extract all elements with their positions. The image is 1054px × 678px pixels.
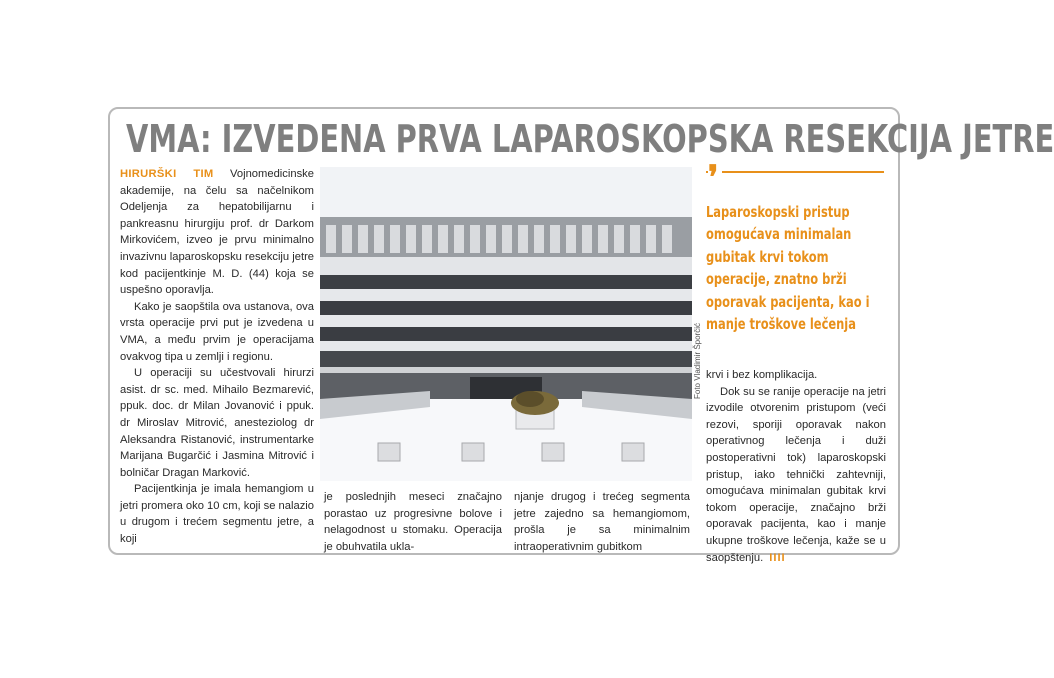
pull-quote-rule	[706, 171, 884, 173]
end-mark: IIII	[769, 551, 786, 564]
closing-paragraph	[706, 384, 886, 567]
paragraph: U operaciji su učestvovali hirurzi asist. dr sc. med. Mihailo Bezmarević, ppuk. doc. dr Milan Jovanović i ppuk. dr Miroslav Mitrović, anesteziolog dr Aleksandra Ristanović, instrumentarke Marijana Bugarčić i Jasmina Mitrović i bolničar Dragan Marković.	[120, 367, 314, 479]
paragraph: njanje drugog i trećeg segmenta jetre zajedno sa hemangiomom, prošla je sa minimalnim intraoperativnim gubitkom	[514, 491, 690, 553]
paragraph: krvi i bez komplikacija.	[706, 369, 818, 381]
newspaper-clipping	[108, 107, 1054, 564]
kicker-label: HIRURŠKI TIM	[120, 168, 214, 180]
article-column-4	[706, 367, 886, 566]
hospital-photo	[320, 167, 692, 481]
closing-text: Dok su se ranije operacije na jetri izvodile otvorenim pristupom (veći rezovi, sporiji oporavak nakon operativnog lečenja i duži postoperativni tok) laparoskopski pristup, iako tehnički zahtevniji, omogućava minimalan gubitak krvi tokom operacije, značajno brži oporavak pacijenta, kao i manje ukupne troškove lečenja, kaže se u saopštenju.	[706, 385, 886, 564]
building-illustration	[320, 167, 692, 481]
pull-quote-text: Laparoskopski pristup omogućava minimalan gubitak krvi tokom operacije, znatno brži oporavak pacijenta, kao i manje troškove lečenja	[706, 203, 870, 334]
lead-text: Vojnomedicinske akademije, na čelu sa načelnikom Odeljenja za hepatobilijarnu i pankreasnu hirurgiju prof. dr Darkom Mirkovićem, izveo je prvu minimalno invazivnu laparoskopsku resekciju jetre kod pacijentkinje M. D. (44) koja se uspešno oporavlja.	[120, 168, 315, 297]
article-column-3	[514, 489, 690, 555]
quote-mark-icon: ❜	[708, 161, 722, 193]
article-headline: VMA: IZVEDENA PRVA LAPAROSKOPSKA RESEKCIJA JETRE	[126, 117, 1054, 161]
photo-credit: Foto Vladimir Šporčić	[693, 322, 702, 399]
lead-paragraph	[120, 166, 314, 299]
paragraph: Pacijentkinja je imala hemangiom u jetri promera oko 10 cm, koji se nalazio u drugom i trećem segmentu jetre, a koji	[120, 483, 315, 546]
article-column-1	[120, 166, 314, 548]
paragraph: je poslednjih meseci značajno porastao uz progresivne bolove i nelagodnost u stomaku. Operacija je obuhvatila ukla-	[324, 491, 502, 553]
paragraph: Kako je saopštila ova ustanova, ova vrsta operacije prvi put je izvedena u VMA, a među prvim je operacijama ovakvog tipa u zemlji i regionu.	[120, 300, 314, 363]
article-column-2	[324, 489, 502, 555]
